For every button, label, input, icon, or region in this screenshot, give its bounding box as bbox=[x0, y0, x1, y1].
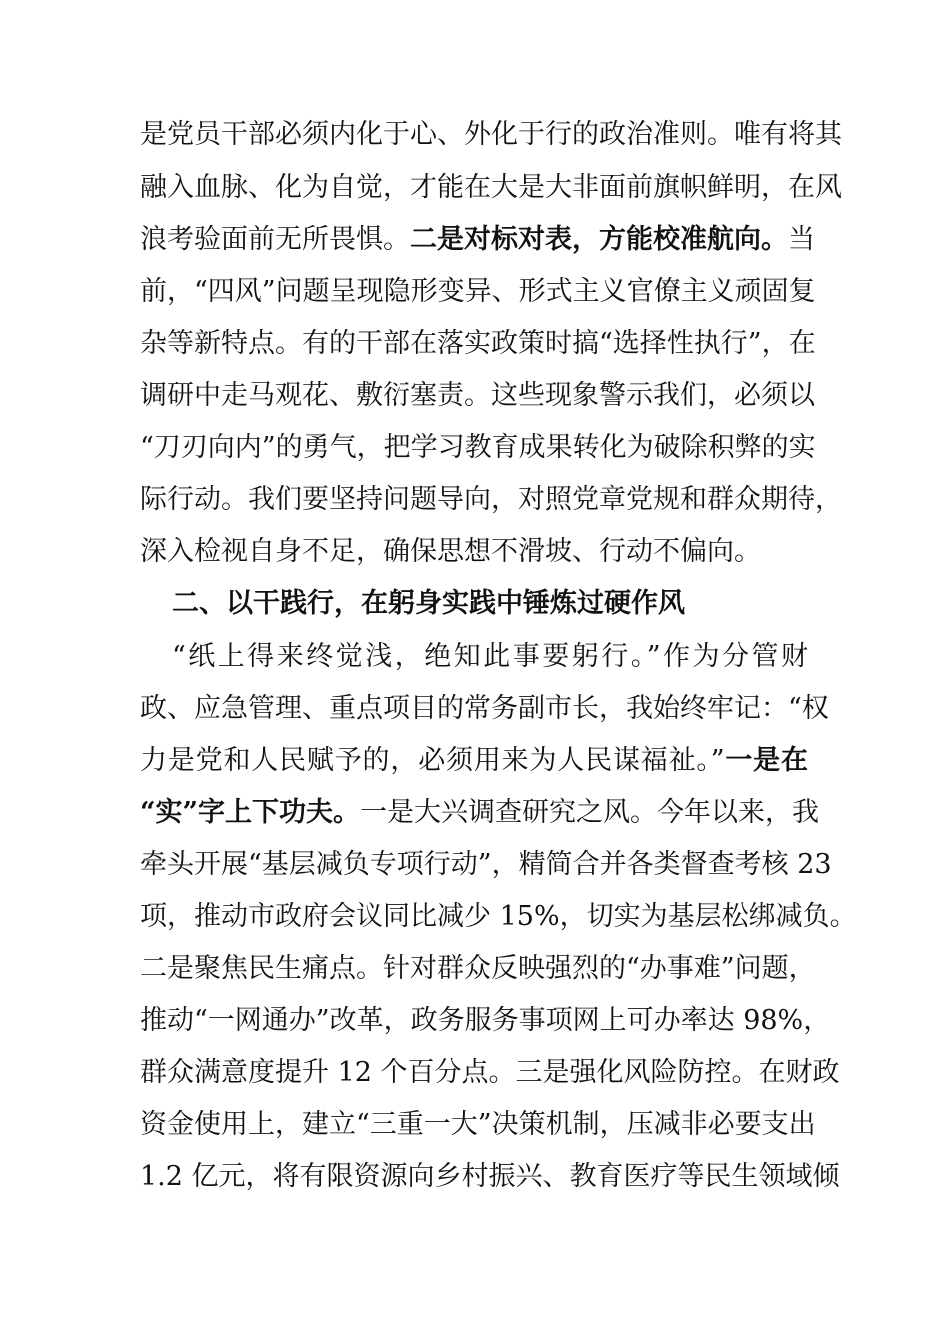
text-line bbox=[140, 949, 816, 989]
section-heading bbox=[172, 584, 808, 624]
body-text: 政、应急管理、重点项目的常务副市长，我始终牢记：“权 bbox=[140, 693, 829, 724]
body-text: 当 bbox=[788, 224, 815, 255]
text-line bbox=[140, 689, 829, 729]
text-line bbox=[140, 324, 816, 364]
body-text: 群众满意度提升 12 个百分点。三是强化风险防控。在财政 bbox=[140, 1057, 840, 1088]
body-text: 深入检视自身不足，确保思想不滑坡、行动不偏向。 bbox=[140, 536, 761, 567]
body-text: 资金使用上，建立“三重一大”决策机制，压减非必要支出 bbox=[140, 1109, 816, 1140]
text-line bbox=[140, 220, 815, 260]
bold-text: 二是对标对表，方能校准航向。 bbox=[410, 224, 788, 255]
body-text: 是党员干部必须内化于心、外化于行的政治准则。唯有将其 bbox=[140, 119, 842, 150]
text-line bbox=[140, 480, 842, 520]
bold-text: “实”字上下功夫。 bbox=[140, 797, 361, 828]
text-line bbox=[140, 115, 842, 155]
text-line bbox=[140, 272, 816, 312]
text-line bbox=[140, 1001, 831, 1041]
text-line bbox=[140, 1105, 816, 1145]
text-line bbox=[140, 741, 808, 781]
body-text: 一是大兴调查研究之风。今年以来，我 bbox=[360, 797, 820, 828]
text-line bbox=[140, 428, 816, 468]
body-text: 牵头开展“基层减负专项行动”，精简合并各类督查考核 23 bbox=[140, 849, 832, 880]
body-text: 推动“一网通办”改革，政务服务事项网上可办率达 98%， bbox=[140, 1005, 831, 1036]
body-text: 融入血脉、化为自觉，才能在大是大非面前旗帜鲜明，在风 bbox=[140, 172, 842, 203]
text-line bbox=[140, 793, 820, 833]
bold-text: 二、以干践行，在躬身实践中锤炼过硬作风 bbox=[172, 588, 685, 619]
body-text: 杂等新特点。有的干部在落实政策时搞“选择性执行”，在 bbox=[140, 328, 816, 359]
body-text: 调研中走马观花、敷衍塞责。这些现象警示我们，必须以 bbox=[140, 380, 815, 411]
body-text: 二是聚焦民生痛点。针对群众反映强烈的“办事难”问题， bbox=[140, 953, 816, 984]
body-text: 力是党和人民赋予的，必须用来为人民谋福祉。” bbox=[140, 745, 725, 776]
body-text: 浪考验面前无所畏惧。 bbox=[140, 224, 410, 255]
body-text: 项，推动市政府会议同比减少 15%，切实为基层松绑减负。 bbox=[140, 901, 857, 932]
text-line bbox=[172, 637, 808, 677]
text-line bbox=[140, 1157, 840, 1197]
bold-text: 一是在 bbox=[724, 745, 808, 776]
text-line bbox=[140, 1053, 840, 1093]
text-line bbox=[140, 845, 832, 885]
body-text: 前，“四风”问题呈现隐形变异、形式主义官僚主义顽固复 bbox=[140, 276, 816, 307]
text-line bbox=[140, 376, 815, 416]
body-text: “纸上得来终觉浅，绝知此事要躬行。”作为分管财 bbox=[172, 641, 808, 672]
text-line bbox=[140, 532, 808, 572]
text-line bbox=[140, 168, 842, 208]
body-text: “刀刃向内”的勇气，把学习教育成果转化为破除积弊的实 bbox=[140, 432, 816, 463]
text-line bbox=[140, 897, 857, 937]
body-text: 1.2 亿元，将有限资源向乡村振兴、教育医疗等民生领域倾 bbox=[140, 1161, 840, 1192]
body-text: 际行动。我们要坚持问题导向，对照党章党规和群众期待， bbox=[140, 484, 842, 515]
